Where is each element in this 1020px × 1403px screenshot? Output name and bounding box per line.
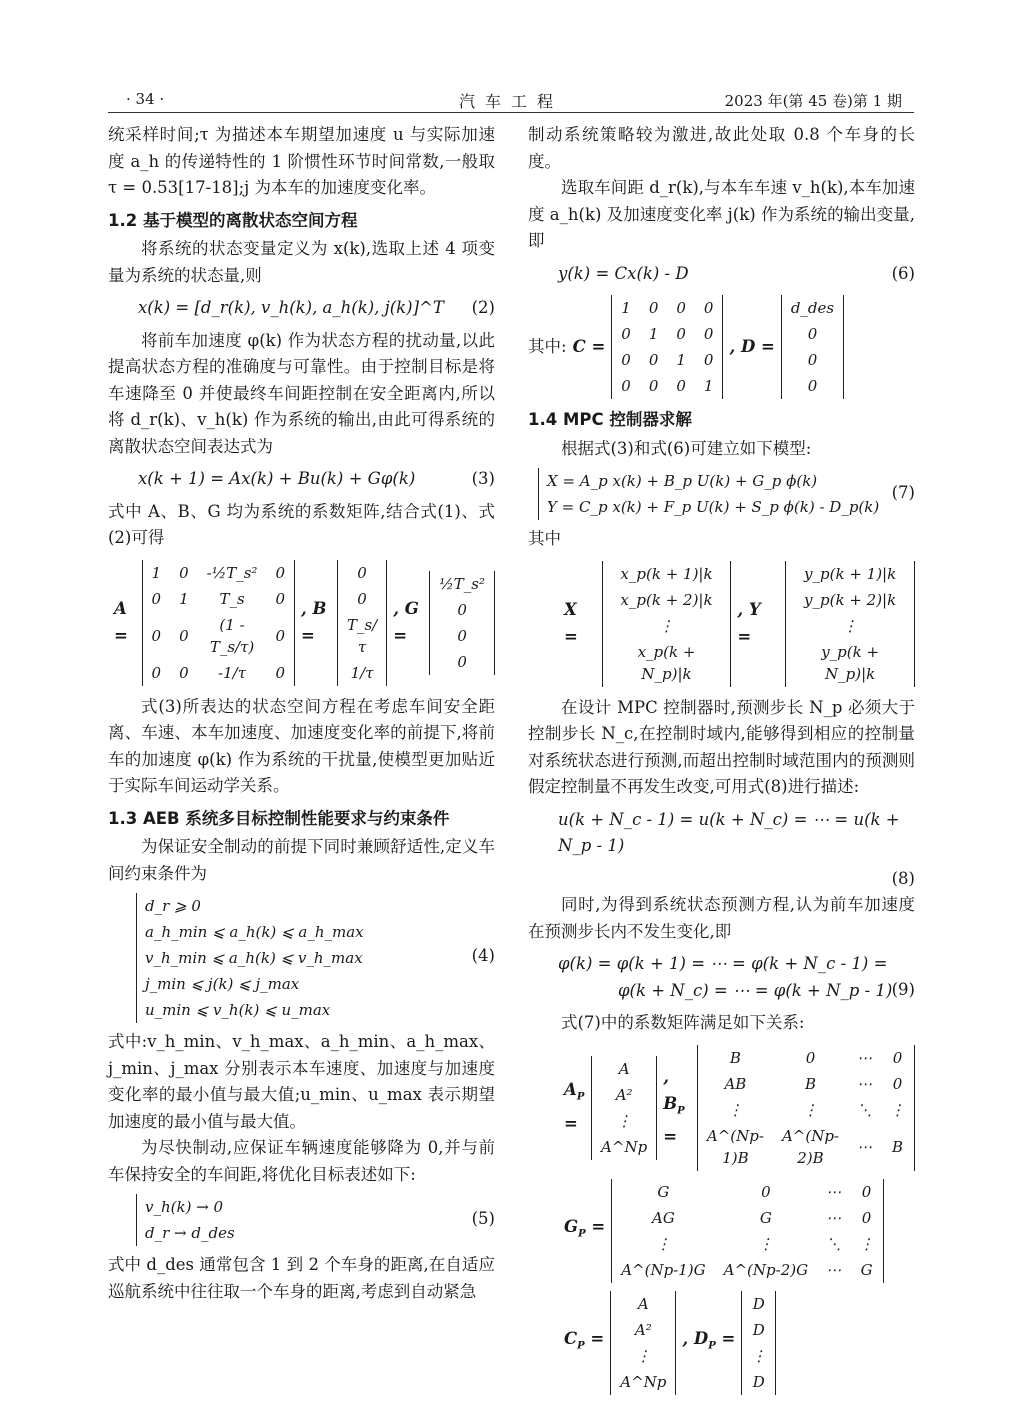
matrix-g: [429, 571, 495, 675]
matrix-cell: 0: [861, 1182, 872, 1201]
matrix-cell: 0: [357, 563, 367, 582]
paragraph: 式(3)所表达的状态空间方程在考虑车间安全距离、车速、本车加速度、加速度变化率的前提下,将前车的加速度 φ(k) 作为系统的干扰量,使模型更加贴近于实际车间运动学关系。: [108, 696, 495, 795]
matrix-cell: 0: [357, 589, 367, 608]
matrix-cell: 0: [179, 626, 189, 645]
matrix-cell: ⋮: [859, 1234, 875, 1253]
matrix-cell: A^(Np-2)B: [781, 1126, 839, 1167]
matrix-cell: 0: [275, 563, 285, 582]
matrix-cell: ⋮: [659, 616, 674, 635]
matrix-cell: 0: [703, 299, 714, 317]
matrix-c: [611, 295, 723, 399]
matrix-cell: 1: [703, 377, 714, 395]
matrix-x: [602, 561, 732, 687]
matrix-cell: 0: [457, 600, 467, 619]
matrix-cell: 0: [861, 1208, 872, 1227]
matrix-cell: 0: [805, 1048, 816, 1067]
matrix-cell: 0: [457, 626, 467, 645]
matrix-cell: y_p(k + 1)|k: [804, 564, 897, 583]
matrix-d: [781, 295, 844, 399]
matrix-cell: ⋮: [616, 1111, 632, 1130]
matrix-y: [785, 561, 915, 687]
matrix-ap: [591, 1056, 657, 1160]
matrices-xy: X = x_p(k + 1)|k x_p(k + 2)|k ⋮ x_p(k + N_p)|k , Y = y_p(k + 1)|k y_p(k + 2)|k ⋮ y_p(k + N_p)|k: [558, 561, 915, 687]
matrix-cell: B: [729, 1048, 741, 1067]
matrix-cell: 0: [892, 1048, 903, 1067]
matrix-cell: A²: [634, 1320, 652, 1339]
matrix-cell: ⋮: [727, 1100, 743, 1119]
matrices-cp-dp: $C_P$ = A A² ⋮ A^Np , $D_P$ = D D ⋮ D: [558, 1291, 915, 1395]
matrix-cell: x_p(k + 1)|k: [620, 564, 713, 583]
paragraph: 统采样时间;τ 为描述本车期望加速度 u 与实际加速度 a_h 的传递特性的 1 阶惯性环节时间常数,一般取 τ = 0.53[17-18];j 为本车的加速度变化率。: [108, 125, 495, 197]
matrix-cell: 1: [621, 299, 631, 317]
matrix-cell: ⋱: [857, 1100, 872, 1119]
equation-line: v_h_min ⩽ a_h(k) ⩽ v_h_max: [145, 949, 363, 967]
matrices-ap-bp: $A_P$ = A A² ⋮ A^Np , $B_P$ = B 0 ⋯ 0 AB B ⋯ 0 ⋮ ⋮ ⋱ ⋮ A^(Np-1)B A^(Np-2)B ⋯ B: [558, 1045, 915, 1171]
page-number: · 34 ·: [126, 90, 165, 108]
matrix-cell: 0: [703, 325, 714, 343]
matrix-cell: 1: [648, 325, 659, 343]
matrix-cell: ⋮: [842, 616, 858, 635]
paragraph: 同时,为得到系统状态预测方程,认为前车加速度在预测步长内不发生变化,即: [528, 895, 915, 941]
matrix-cell: ⋯: [826, 1260, 842, 1279]
matrix-cell: 0: [807, 377, 818, 395]
paragraph: 在设计 MPC 控制器时,预测步长 N_p 必须大于控制步长 N_c,在控制时域内,能够得到相应的控制量对系统状态进行预测,而超出控制时域范围内的预测则假定控制量不再发生改变,可用式(8)进行描述:: [528, 697, 915, 796]
matrix-cell: y_p(k + 2)|k: [804, 590, 897, 609]
matrix-cell: 0: [807, 325, 818, 343]
equation-line: X = A_p x(k) + B_p U(k) + G_p ϕ(k): [547, 472, 818, 490]
paragraph: 选取车间距 d_r(k),与本车车速 v_h(k),本车加速度 a_h(k) 及加速度变化率 j(k) 作为系统的输出变量,即: [528, 178, 915, 250]
matrix-cell: d_des: [790, 299, 835, 317]
matrix-cell: 0: [621, 377, 631, 395]
matrix-cell: 0: [275, 626, 285, 645]
matrix-cell: (1 - T_s/τ): [209, 615, 255, 656]
right-column: [528, 122, 915, 1403]
matrix-cell: A²: [615, 1085, 633, 1104]
matrix-cell: 0: [761, 1182, 771, 1201]
equation-8: u(k + N_c - 1) = u(k + N_c) = ⋯ = u(k + N_p - 1): [558, 809, 900, 855]
matrix-cell: G: [657, 1182, 670, 1201]
matrix-cell: 0: [676, 325, 686, 343]
matrix-cell: 0: [621, 351, 631, 369]
matrix-a: [142, 560, 295, 686]
matrix-cell: D: [752, 1320, 765, 1339]
matrices-cd: 其中: C = 1 0 0 0 0 1 0 0 0 0 1 0 0 0 0 1 , D = d_des 0 0 0: [528, 295, 915, 399]
matrix-cell: y_p(k + N_p)|k: [821, 642, 880, 683]
matrix-cell: ⋱: [826, 1234, 842, 1253]
matrix-cell: 0: [892, 1074, 903, 1093]
matrix-b: [337, 560, 387, 686]
matrix-gp-line: $G_P$ = G 0 ⋯ 0 AG G ⋯ 0 ⋮ ⋮ ⋱ ⋮ A^(Np-1)G A^(Np-2)G ⋯ G: [558, 1179, 915, 1283]
matrix-cell: 0: [676, 377, 686, 395]
paragraph: 式(7)中的系数矩阵满足如下关系:: [561, 1013, 805, 1032]
equation-8-number: (8): [891, 868, 915, 888]
paragraph: 制动系统策略较为激进,故此处取 0.8 个车身的长度。: [528, 125, 915, 171]
paragraph: 式中 A、B、G 均为系统的系数矩阵,结合式(1)、式(2)可得: [108, 501, 495, 547]
matrix-cell: AG: [652, 1208, 675, 1227]
equation-7: X = A_p x(k) + B_p U(k) + G_p ϕ(k) Y = C_p x(k) + F_p U(k) + S_p ϕ(k) - D_p(k) (7): [528, 468, 915, 520]
equation-line: u_min ⩽ v_h(k) ⩽ u_max: [145, 1001, 331, 1019]
matrix-cell: 1: [179, 589, 189, 608]
matrix-cell: A^Np: [620, 1372, 667, 1391]
matrix-dp: [741, 1291, 776, 1395]
paragraph: 将前车加速度 φ(k) 作为状态方程的扰动量,以此提高状态方程的准确度与可靠性。由于控制目标是将车速降至 0 并使最终车间距控制在安全距离内,所以将 d_r(k)、v_h(k) 作为系统的输出,由此可得系统的离散状态空间表达式为: [108, 330, 495, 456]
equation-line: d_r ⩾ 0: [145, 897, 201, 915]
matrix-cell: A: [637, 1294, 649, 1313]
matrix-cell: ⋮: [635, 1346, 651, 1365]
matrix-cell: B: [804, 1074, 816, 1093]
matrix-cell: ⋮: [758, 1234, 774, 1253]
paragraph: 根据式(3)和式(6)可建立如下模型:: [561, 438, 812, 458]
matrix-cell: x_p(k + N_p)|k: [637, 642, 696, 683]
equation-line: Y = C_p x(k) + F_p U(k) + S_p ϕ(k) - D_p(k): [547, 498, 880, 516]
matrix-cell: ⋯: [857, 1074, 872, 1093]
equation-2: x(k) = [d_r(k), v_h(k), a_h(k), j(k)]^T (2): [138, 298, 495, 317]
equation-line: d_r → d_des: [145, 1224, 235, 1242]
matrix-cell: 0: [151, 589, 162, 608]
matrix-cell: D: [752, 1372, 765, 1391]
matrix-cp: [610, 1291, 676, 1395]
matrix-cell: 0: [648, 299, 659, 317]
matrix-cell: -½T_s²: [206, 563, 258, 582]
section-heading-1-3: 1.3 AEB 系统多目标控制性能要求与约束条件: [108, 808, 450, 828]
equation-3: x(k + 1) = Ax(k) + Bu(k) + Gφ(k) (3): [138, 469, 495, 488]
matrix-cell: 0: [151, 626, 162, 645]
matrix-cell: ⋮: [751, 1346, 767, 1365]
left-column: [108, 122, 495, 1305]
section-heading-1-4: 1.4 MPC 控制器求解: [528, 410, 692, 429]
equation-5: v_h(k) → 0 d_r → d_des (5): [108, 1194, 495, 1246]
matrix-cell: T_s: [219, 589, 245, 608]
matrix-cell: D: [752, 1294, 765, 1313]
equation-4: d_r ⩾ 0 a_h_min ⩽ a_h(k) ⩽ a_h_max v_h_min ⩽ a_h(k) ⩽ v_h_max j_min ⩽ j(k) ⩽ j_max u_min ⩽ v_h(k) ⩽ u_max (4): [108, 893, 495, 1023]
paragraph: 为保证安全制动的前提下同时兼顾舒适性,定义车间约束条件为: [108, 837, 495, 883]
issue-info: 2023 年(第 45 卷)第 1 期: [724, 92, 902, 110]
equation-line: a_h_min ⩽ a_h(k) ⩽ a_h_max: [145, 923, 364, 941]
matrix-cell: ½T_s²: [439, 574, 485, 593]
paragraph: 式中:v_h_min、v_h_max、a_h_min、a_h_max、j_min、j_max 分别表示本车速度、加速度与加速度变化率的最小值与最大值;u_min、u_max 表示期望加速度的最小值与最大值。: [108, 1032, 495, 1131]
matrix-cell: 0: [648, 377, 659, 395]
journal-name: 汽车工程: [458, 92, 563, 111]
matrix-cell: ⋯: [857, 1048, 872, 1067]
matrix-cell: A^(Np-1)B: [706, 1126, 764, 1167]
matrix-cell: A^(Np-1)G: [621, 1260, 706, 1279]
equation-line: v_h(k) → 0: [145, 1198, 224, 1216]
matrix-bp: [697, 1045, 915, 1171]
equation-9: φ(k) = φ(k + 1) = ⋯ = φ(k + N_c - 1) = φ(k + N_c) = ⋯ = φ(k + N_p - 1) (9): [558, 954, 915, 1000]
running-header: [108, 88, 914, 113]
matrix-cell: ⋮: [655, 1234, 671, 1253]
paragraph: 将系统的状态变量定义为 x(k),选取上述 4 项变量为系统的状态量,则: [108, 239, 495, 285]
matrix-cell: 0: [275, 589, 285, 608]
matrix-cell: 0: [457, 652, 467, 671]
paragraph: 其中: [528, 529, 561, 548]
matrix-cell: 0: [179, 563, 189, 582]
matrix-cell: 0: [648, 351, 659, 369]
matrix-cell: A^Np: [601, 1137, 648, 1156]
matrix-cell: 0: [703, 351, 714, 369]
matrix-cell: 1/τ: [350, 663, 374, 682]
equation-6: y(k) = Cx(k) - D (6): [558, 263, 915, 283]
matrix-cell: 0: [179, 663, 189, 682]
matrix-cell: ⋯: [826, 1182, 842, 1201]
matrix-cell: 0: [275, 663, 285, 682]
paragraph: 式中 d_des 通常包含 1 到 2 个车身的距离,在自适应巡航系统中往往取一个车身的距离,考虑到自动紧急: [108, 1255, 495, 1301]
matrix-cell: -1/τ: [218, 663, 247, 682]
matrix-cell: ⋮: [802, 1100, 818, 1119]
matrix-cell: A^(Np-2)G: [723, 1260, 809, 1279]
matrix-cell: 1: [151, 563, 162, 582]
matrix-cell: T_s/τ: [346, 615, 378, 656]
matrix-cell: 0: [807, 351, 818, 369]
matrix-cell: 1: [676, 351, 686, 369]
paragraph: 为尽快制动,应保证车辆速度能够降为 0,并与前车保持安全的车间距,将优化目标表述如下:: [108, 1138, 495, 1184]
matrix-cell: G: [759, 1208, 772, 1227]
matrix-cell: AB: [724, 1074, 747, 1093]
section-heading-1-2: 1.2 基于模型的离散状态空间方程: [108, 210, 358, 230]
matrix-cell: ⋯: [826, 1208, 842, 1227]
matrix-cell: 0: [151, 663, 162, 682]
matrix-gp: [611, 1179, 884, 1283]
equation-line: j_min ⩽ j(k) ⩽ j_max: [145, 975, 300, 993]
matrix-cell: A: [618, 1059, 630, 1078]
matrix-cell: G: [860, 1260, 873, 1279]
matrix-cell: ⋯: [857, 1137, 872, 1156]
matrix-cell: B: [891, 1137, 904, 1156]
matrices-abg: A = 1 0 -½T_s² 0 0 1 T_s 0 0 0 (1 - T_s/τ) 0 0 0 -1/τ 0 , B = 0 0 T_s/τ 1/τ , G = ½T_s² 0 0 0: [108, 560, 495, 686]
matrix-cell: 0: [676, 299, 686, 317]
matrix-cell: x_p(k + 2)|k: [620, 590, 713, 609]
matrix-cell: 0: [621, 325, 631, 343]
matrix-cell: ⋮: [890, 1100, 905, 1119]
